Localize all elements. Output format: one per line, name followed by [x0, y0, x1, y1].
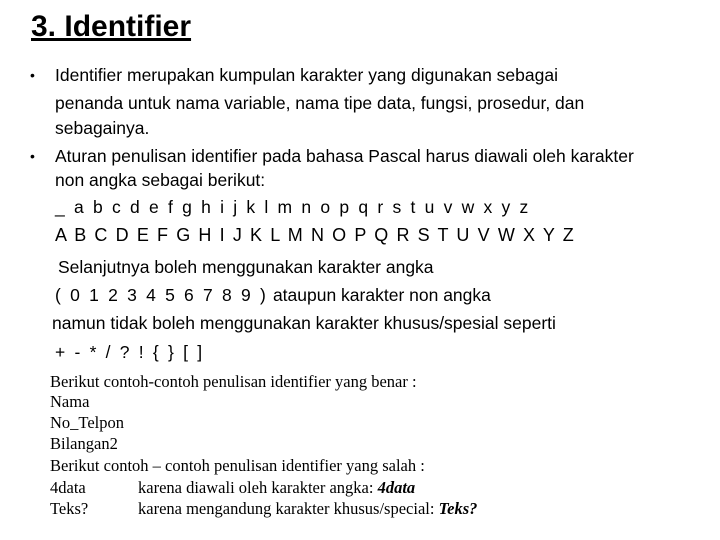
valid-example: No_Telpon: [50, 413, 125, 432]
bullet-marker: •: [30, 67, 35, 83]
bullet1-line1: [55, 64, 558, 86]
bullet1-text: merupakan kumpulan karakter yang digunakan sebagai: [122, 65, 558, 85]
bullet2-line7: namun tidak boleh menggunakan karakter khusus/spesial seperti: [52, 313, 556, 333]
invalid-heading: Berikut contoh – contoh penulisan identifier yang salah :: [50, 456, 425, 475]
invalid-example-row: [50, 478, 650, 498]
lowercase-chars: _ a b c d e f g h i j k l m n o p q r s t u v w x y z: [55, 197, 531, 217]
bullet1-line2: penanda untuk nama variable, nama tipe data, fungsi, prosedur, dan: [55, 93, 585, 113]
identifier-term: Identifier: [55, 65, 123, 85]
invalid-highlight: 4data: [377, 478, 416, 497]
bullet2-line6: [55, 284, 491, 306]
bullet2-line6-text: ataupun karakter non angka: [268, 285, 491, 305]
bullet2-line5: Selanjutnya boleh menggunakan karakter angka: [58, 257, 434, 277]
valid-example: Bilangan2: [50, 434, 118, 453]
invalid-identifier: 4data: [50, 478, 86, 497]
invalid-reason-text: karena mengandung karakter khusus/special:: [138, 499, 439, 518]
valid-heading: Berikut contoh-contoh penulisan identifier yang benar :: [50, 372, 417, 391]
bullet2-line1: Aturan penulisan identifier pada bahasa Pascal harus diawali oleh karakter: [55, 146, 634, 166]
slide-title: 3. Identifier: [31, 10, 192, 43]
special-chars: + - * / ? ! { } [ ]: [55, 342, 205, 362]
bullet-marker: •: [30, 148, 35, 164]
digit-chars: ( 0 1 2 3 4 5 6 7 8 9 ): [55, 285, 269, 305]
bullet2-line2: non angka sebagai berikut:: [55, 170, 266, 190]
invalid-highlight: Teks?: [438, 499, 478, 518]
bullet1-line3: sebagainya.: [55, 118, 150, 138]
invalid-example-row: [50, 499, 650, 519]
invalid-reason: [138, 478, 415, 498]
invalid-identifier: Teks?: [50, 499, 89, 518]
uppercase-chars: A B C D E F G H I J K L M N O P Q R S T U V W X Y Z: [55, 225, 576, 245]
invalid-reason: [138, 499, 477, 519]
valid-example: Nama: [50, 392, 90, 411]
invalid-reason-text: karena diawali oleh karakter angka:: [138, 478, 378, 497]
